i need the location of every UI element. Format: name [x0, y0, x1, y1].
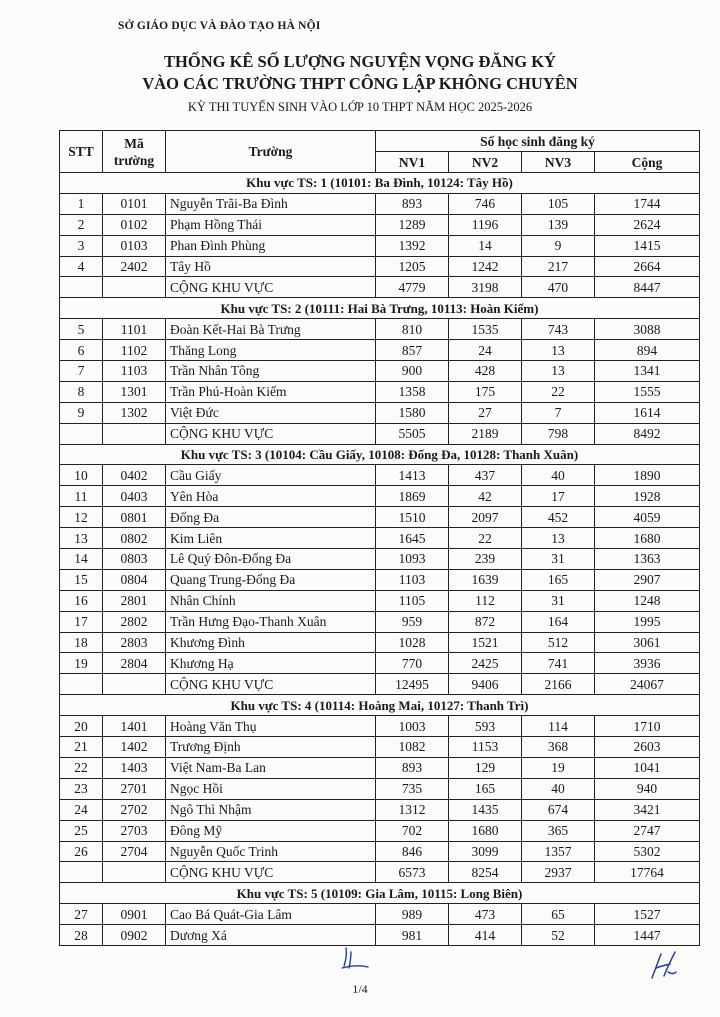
table-row: [60, 319, 700, 340]
cell-nv3: 40: [522, 465, 595, 486]
table-row: [60, 361, 700, 382]
region-label: Khu vực TS: 1 (10101: Ba Đình, 10124: Tây Hồ): [60, 173, 700, 194]
cell-stt: 27: [60, 904, 103, 925]
cell-nv1: 770: [376, 653, 449, 674]
cell-school-code: [103, 862, 166, 883]
cell-stt: 11: [60, 486, 103, 507]
header-nv1: NV1: [376, 152, 449, 173]
cell-total: 2624: [595, 214, 700, 235]
cell-school-code: 0402: [103, 465, 166, 486]
table-row: [60, 904, 700, 925]
cell-school-code: 1301: [103, 381, 166, 402]
table-row: [60, 486, 700, 507]
cell-total: 2907: [595, 569, 700, 590]
cell-nv3: 452: [522, 507, 595, 528]
cell-total: 3936: [595, 653, 700, 674]
cell-nv3: 31: [522, 549, 595, 570]
cell-school-code: 0102: [103, 214, 166, 235]
cell-total: 1248: [595, 590, 700, 611]
cell-nv2: 593: [449, 716, 522, 737]
region-header-row: [60, 695, 700, 716]
header-stt: STT: [60, 131, 103, 173]
cell-total: 8447: [595, 277, 700, 298]
table-row: [60, 193, 700, 214]
cell-nv3: 741: [522, 653, 595, 674]
cell-total: 940: [595, 778, 700, 799]
cell-nv2: 1680: [449, 820, 522, 841]
cell-stt: 2: [60, 214, 103, 235]
cell-total: 1744: [595, 193, 700, 214]
cell-stt: 6: [60, 340, 103, 361]
cell-total: 1341: [595, 361, 700, 382]
table-row: [60, 632, 700, 653]
header-registration-group: Số học sinh đăng ký: [376, 131, 700, 152]
cell-school-name: Đoàn Kết-Hai Bà Trưng: [166, 319, 376, 340]
cell-school-name: Ngô Thì Nhậm: [166, 799, 376, 820]
cell-nv1: 989: [376, 904, 449, 925]
cell-stt: 26: [60, 841, 103, 862]
cell-total: 1555: [595, 381, 700, 402]
cell-nv3: 1357: [522, 841, 595, 862]
cell-nv3: 365: [522, 820, 595, 841]
cell-nv3: 512: [522, 632, 595, 653]
cell-school-name: Cầu Giấy: [166, 465, 376, 486]
cell-nv1: 735: [376, 778, 449, 799]
region-label: Khu vực TS: 5 (10109: Gia Lâm, 10115: Long Biên): [60, 883, 700, 904]
cell-stt: 13: [60, 528, 103, 549]
cell-nv2: 42: [449, 486, 522, 507]
cell-nv2: 239: [449, 549, 522, 570]
agency-name: SỞ GIÁO DỤC VÀ ĐÀO TẠO HÀ NỘI: [118, 20, 321, 32]
table-row: [60, 465, 700, 486]
cell-stt: 24: [60, 799, 103, 820]
cell-school-code: 1102: [103, 340, 166, 361]
cell-school-name: Khương Đình: [166, 632, 376, 653]
region-header-row: [60, 298, 700, 319]
cell-nv3: 217: [522, 256, 595, 277]
cell-total: 24067: [595, 674, 700, 695]
cell-stt: 7: [60, 361, 103, 382]
table-body: [60, 173, 700, 946]
cell-school-name: Trần Hưng Đạo-Thanh Xuân: [166, 611, 376, 632]
cell-school-code: 2804: [103, 653, 166, 674]
cell-nv2: 1639: [449, 569, 522, 590]
cell-nv2: 2189: [449, 423, 522, 444]
header-school-code: Mã trường: [103, 131, 166, 173]
region-header-row: [60, 444, 700, 465]
cell-school-name: Thăng Long: [166, 340, 376, 361]
cell-total: 2747: [595, 820, 700, 841]
cell-total: 5302: [595, 841, 700, 862]
table-row: [60, 820, 700, 841]
cell-nv1: 12495: [376, 674, 449, 695]
page-number: 1/4: [352, 982, 368, 996]
cell-stt: 8: [60, 381, 103, 402]
cell-nv3: 52: [522, 925, 595, 946]
cell-stt: 1: [60, 193, 103, 214]
cell-school-code: 0403: [103, 486, 166, 507]
cell-school-code: 0802: [103, 528, 166, 549]
cell-nv2: 473: [449, 904, 522, 925]
cell-stt: [60, 674, 103, 695]
cell-nv2: 8254: [449, 862, 522, 883]
cell-nv2: 872: [449, 611, 522, 632]
cell-nv2: 1196: [449, 214, 522, 235]
cell-school-code: [103, 423, 166, 444]
table-row: [60, 549, 700, 570]
cell-nv2: 22: [449, 528, 522, 549]
cell-nv3: 470: [522, 277, 595, 298]
cell-school-name: Nguyễn Quốc Trinh: [166, 841, 376, 862]
cell-nv3: 2166: [522, 674, 595, 695]
cell-nv1: 1003: [376, 716, 449, 737]
cell-stt: 17: [60, 611, 103, 632]
cell-total: 3421: [595, 799, 700, 820]
cell-school-name: Kim Liên: [166, 528, 376, 549]
table-row: [60, 653, 700, 674]
cell-school-name: Phạm Hồng Thái: [166, 214, 376, 235]
cell-total: 3088: [595, 319, 700, 340]
cell-nv1: 1510: [376, 507, 449, 528]
cell-nv1: 959: [376, 611, 449, 632]
cell-nv1: 5505: [376, 423, 449, 444]
cell-total: 894: [595, 340, 700, 361]
cell-school-code: 0902: [103, 925, 166, 946]
cell-nv2: 1435: [449, 799, 522, 820]
cell-school-name: Việt Nam-Ba Lan: [166, 757, 376, 778]
table-row: [60, 925, 700, 946]
cell-nv1: 1105: [376, 590, 449, 611]
cell-total: 1995: [595, 611, 700, 632]
cell-nv3: 17: [522, 486, 595, 507]
cell-nv1: 1103: [376, 569, 449, 590]
cell-nv1: 1093: [376, 549, 449, 570]
cell-stt: [60, 277, 103, 298]
document-title-line-2: VÀO CÁC TRƯỜNG THPT CÔNG LẬP KHÔNG CHUYÊN: [142, 74, 578, 93]
table-row: [60, 381, 700, 402]
cell-nv2: 1521: [449, 632, 522, 653]
cell-school-code: 0801: [103, 507, 166, 528]
cell-school-name: Việt Đức: [166, 402, 376, 423]
table-row: [60, 737, 700, 758]
cell-nv1: 981: [376, 925, 449, 946]
cell-nv3: 9: [522, 235, 595, 256]
cell-nv1: 1645: [376, 528, 449, 549]
table-row: [60, 716, 700, 737]
cell-total: 1928: [595, 486, 700, 507]
cell-nv2: 414: [449, 925, 522, 946]
region-label: Khu vực TS: 2 (10111: Hai Bà Trưng, 10113: Hoàn Kiếm): [60, 298, 700, 319]
cell-nv1: 1358: [376, 381, 449, 402]
cell-stt: 20: [60, 716, 103, 737]
table-row: [60, 569, 700, 590]
cell-nv3: 798: [522, 423, 595, 444]
cell-school-code: 0901: [103, 904, 166, 925]
cell-school-code: 1401: [103, 716, 166, 737]
cell-school-code: 2801: [103, 590, 166, 611]
table-row: [60, 340, 700, 361]
cell-nv3: 105: [522, 193, 595, 214]
cell-total: 1710: [595, 716, 700, 737]
table-row: [60, 402, 700, 423]
cell-nv3: 40: [522, 778, 595, 799]
cell-total: 4059: [595, 507, 700, 528]
cell-school-code: 2802: [103, 611, 166, 632]
cell-school-code: 1402: [103, 737, 166, 758]
cell-school-code: 2704: [103, 841, 166, 862]
cell-nv3: 13: [522, 340, 595, 361]
cell-stt: 19: [60, 653, 103, 674]
cell-nv1: 1028: [376, 632, 449, 653]
cell-total: 2664: [595, 256, 700, 277]
cell-nv1: 702: [376, 820, 449, 841]
cell-nv3: 164: [522, 611, 595, 632]
cell-school-code: 1103: [103, 361, 166, 382]
cell-nv2: 1535: [449, 319, 522, 340]
cell-stt: 3: [60, 235, 103, 256]
cell-nv1: 1205: [376, 256, 449, 277]
cell-nv3: 114: [522, 716, 595, 737]
cell-nv1: 846: [376, 841, 449, 862]
cell-school-name: CỘNG KHU VỰC: [166, 277, 376, 298]
cell-stt: 12: [60, 507, 103, 528]
cell-school-name: Cao Bá Quát-Gia Lâm: [166, 904, 376, 925]
cell-nv2: 129: [449, 757, 522, 778]
header-total: Cộng: [595, 152, 700, 173]
cell-school-name: Quang Trung-Đống Đa: [166, 569, 376, 590]
header-nv2: NV2: [449, 152, 522, 173]
cell-stt: [60, 862, 103, 883]
cell-nv2: 1153: [449, 737, 522, 758]
cell-nv2: 2097: [449, 507, 522, 528]
cell-nv1: 1312: [376, 799, 449, 820]
cell-stt: 22: [60, 757, 103, 778]
cell-stt: 16: [60, 590, 103, 611]
cell-school-name: Tây Hồ: [166, 256, 376, 277]
table-row: [60, 590, 700, 611]
region-total-row: [60, 277, 700, 298]
cell-nv3: 165: [522, 569, 595, 590]
cell-nv1: 857: [376, 340, 449, 361]
cell-stt: 28: [60, 925, 103, 946]
cell-nv1: 1413: [376, 465, 449, 486]
table-header-row: [60, 131, 700, 152]
cell-nv3: 65: [522, 904, 595, 925]
cell-nv2: 24: [449, 340, 522, 361]
table-row: [60, 507, 700, 528]
cell-school-name: CỘNG KHU VỰC: [166, 862, 376, 883]
cell-school-name: Yên Hòa: [166, 486, 376, 507]
initial-signature-left: [338, 946, 372, 972]
cell-nv2: 165: [449, 778, 522, 799]
cell-nv3: 22: [522, 381, 595, 402]
cell-nv1: 1289: [376, 214, 449, 235]
cell-school-code: [103, 277, 166, 298]
cell-total: 1447: [595, 925, 700, 946]
cell-school-name: CỘNG KHU VỰC: [166, 674, 376, 695]
cell-nv1: 4779: [376, 277, 449, 298]
cell-nv2: 428: [449, 361, 522, 382]
header-nv3: NV3: [522, 152, 595, 173]
cell-nv1: 893: [376, 193, 449, 214]
table-row: [60, 528, 700, 549]
region-total-row: [60, 423, 700, 444]
cell-stt: 4: [60, 256, 103, 277]
cell-nv1: 810: [376, 319, 449, 340]
document-title-line-1: THỐNG KÊ SỐ LƯỢNG NGUYỆN VỌNG ĐĂNG KÝ: [164, 52, 556, 71]
cell-school-name: Đống Đa: [166, 507, 376, 528]
cell-total: 1363: [595, 549, 700, 570]
cell-school-name: Trần Phú-Hoàn Kiếm: [166, 381, 376, 402]
cell-stt: 15: [60, 569, 103, 590]
cell-school-name: Đông Mỹ: [166, 820, 376, 841]
cell-stt: 5: [60, 319, 103, 340]
cell-school-code: 0101: [103, 193, 166, 214]
cell-stt: 25: [60, 820, 103, 841]
cell-stt: 21: [60, 737, 103, 758]
region-label: Khu vực TS: 4 (10114: Hoàng Mai, 10127: Thanh Trì): [60, 695, 700, 716]
cell-nv2: 1242: [449, 256, 522, 277]
cell-school-name: Hoàng Văn Thụ: [166, 716, 376, 737]
cell-school-code: 2803: [103, 632, 166, 653]
table-row: [60, 235, 700, 256]
cell-school-name: Phan Đình Phùng: [166, 235, 376, 256]
region-total-row: [60, 674, 700, 695]
cell-school-code: 0103: [103, 235, 166, 256]
cell-nv1: 893: [376, 757, 449, 778]
cell-stt: 10: [60, 465, 103, 486]
initial-signature-right: [646, 948, 680, 982]
cell-school-code: 0804: [103, 569, 166, 590]
cell-school-name: Trương Định: [166, 737, 376, 758]
cell-nv2: 112: [449, 590, 522, 611]
table-row: [60, 799, 700, 820]
cell-nv1: 1869: [376, 486, 449, 507]
cell-school-name: Lê Quý Đôn-Đống Đa: [166, 549, 376, 570]
cell-total: 17764: [595, 862, 700, 883]
cell-total: 1041: [595, 757, 700, 778]
cell-school-name: Trần Nhân Tông: [166, 361, 376, 382]
table-row: [60, 778, 700, 799]
cell-total: 1415: [595, 235, 700, 256]
cell-total: 3061: [595, 632, 700, 653]
cell-school-name: Ngọc Hồi: [166, 778, 376, 799]
cell-school-name: CỘNG KHU VỰC: [166, 423, 376, 444]
cell-school-code: 2402: [103, 256, 166, 277]
cell-nv2: 27: [449, 402, 522, 423]
cell-nv1: 1082: [376, 737, 449, 758]
cell-nv1: 6573: [376, 862, 449, 883]
document-subtitle: KỲ THI TUYỂN SINH VÀO LỚP 10 THPT NĂM HỌC 2025-2026: [187, 100, 533, 114]
cell-nv1: 900: [376, 361, 449, 382]
cell-school-code: 2703: [103, 820, 166, 841]
cell-nv3: 743: [522, 319, 595, 340]
cell-nv2: 175: [449, 381, 522, 402]
cell-total: 1890: [595, 465, 700, 486]
table-row: [60, 256, 700, 277]
cell-school-name: Nguyễn Trãi-Ba Đình: [166, 193, 376, 214]
table-row: [60, 757, 700, 778]
table-row: [60, 841, 700, 862]
region-header-row: [60, 173, 700, 194]
cell-nv2: 3099: [449, 841, 522, 862]
cell-school-code: 1403: [103, 757, 166, 778]
registration-table: [59, 130, 700, 946]
cell-nv3: 674: [522, 799, 595, 820]
cell-school-code: 1302: [103, 402, 166, 423]
cell-total: 2603: [595, 737, 700, 758]
cell-nv3: 19: [522, 757, 595, 778]
cell-stt: 18: [60, 632, 103, 653]
cell-total: 1527: [595, 904, 700, 925]
cell-school-name: Khương Hạ: [166, 653, 376, 674]
region-label: Khu vực TS: 3 (10104: Cầu Giấy, 10108: Đống Đa, 10128: Thanh Xuân): [60, 444, 700, 465]
cell-nv3: 13: [522, 528, 595, 549]
cell-nv3: 13: [522, 361, 595, 382]
cell-total: 1614: [595, 402, 700, 423]
cell-nv2: 2425: [449, 653, 522, 674]
cell-total: 8492: [595, 423, 700, 444]
cell-nv3: 7: [522, 402, 595, 423]
cell-nv3: 2937: [522, 862, 595, 883]
cell-school-name: Dương Xá: [166, 925, 376, 946]
cell-school-code: 1101: [103, 319, 166, 340]
cell-nv1: 1580: [376, 402, 449, 423]
cell-stt: 9: [60, 402, 103, 423]
cell-nv2: 9406: [449, 674, 522, 695]
cell-stt: [60, 423, 103, 444]
cell-nv3: 139: [522, 214, 595, 235]
cell-nv3: 31: [522, 590, 595, 611]
cell-school-code: 2702: [103, 799, 166, 820]
cell-nv2: 746: [449, 193, 522, 214]
cell-school-code: 0803: [103, 549, 166, 570]
cell-nv2: 3198: [449, 277, 522, 298]
header-school-name: Trường: [166, 131, 376, 173]
cell-school-name: Nhân Chính: [166, 590, 376, 611]
cell-nv2: 14: [449, 235, 522, 256]
cell-nv2: 437: [449, 465, 522, 486]
cell-stt: 14: [60, 549, 103, 570]
cell-school-code: [103, 674, 166, 695]
region-total-row: [60, 862, 700, 883]
cell-nv1: 1392: [376, 235, 449, 256]
cell-stt: 23: [60, 778, 103, 799]
table-row: [60, 214, 700, 235]
cell-nv3: 368: [522, 737, 595, 758]
cell-school-code: 2701: [103, 778, 166, 799]
cell-total: 1680: [595, 528, 700, 549]
region-header-row: [60, 883, 700, 904]
table-row: [60, 611, 700, 632]
